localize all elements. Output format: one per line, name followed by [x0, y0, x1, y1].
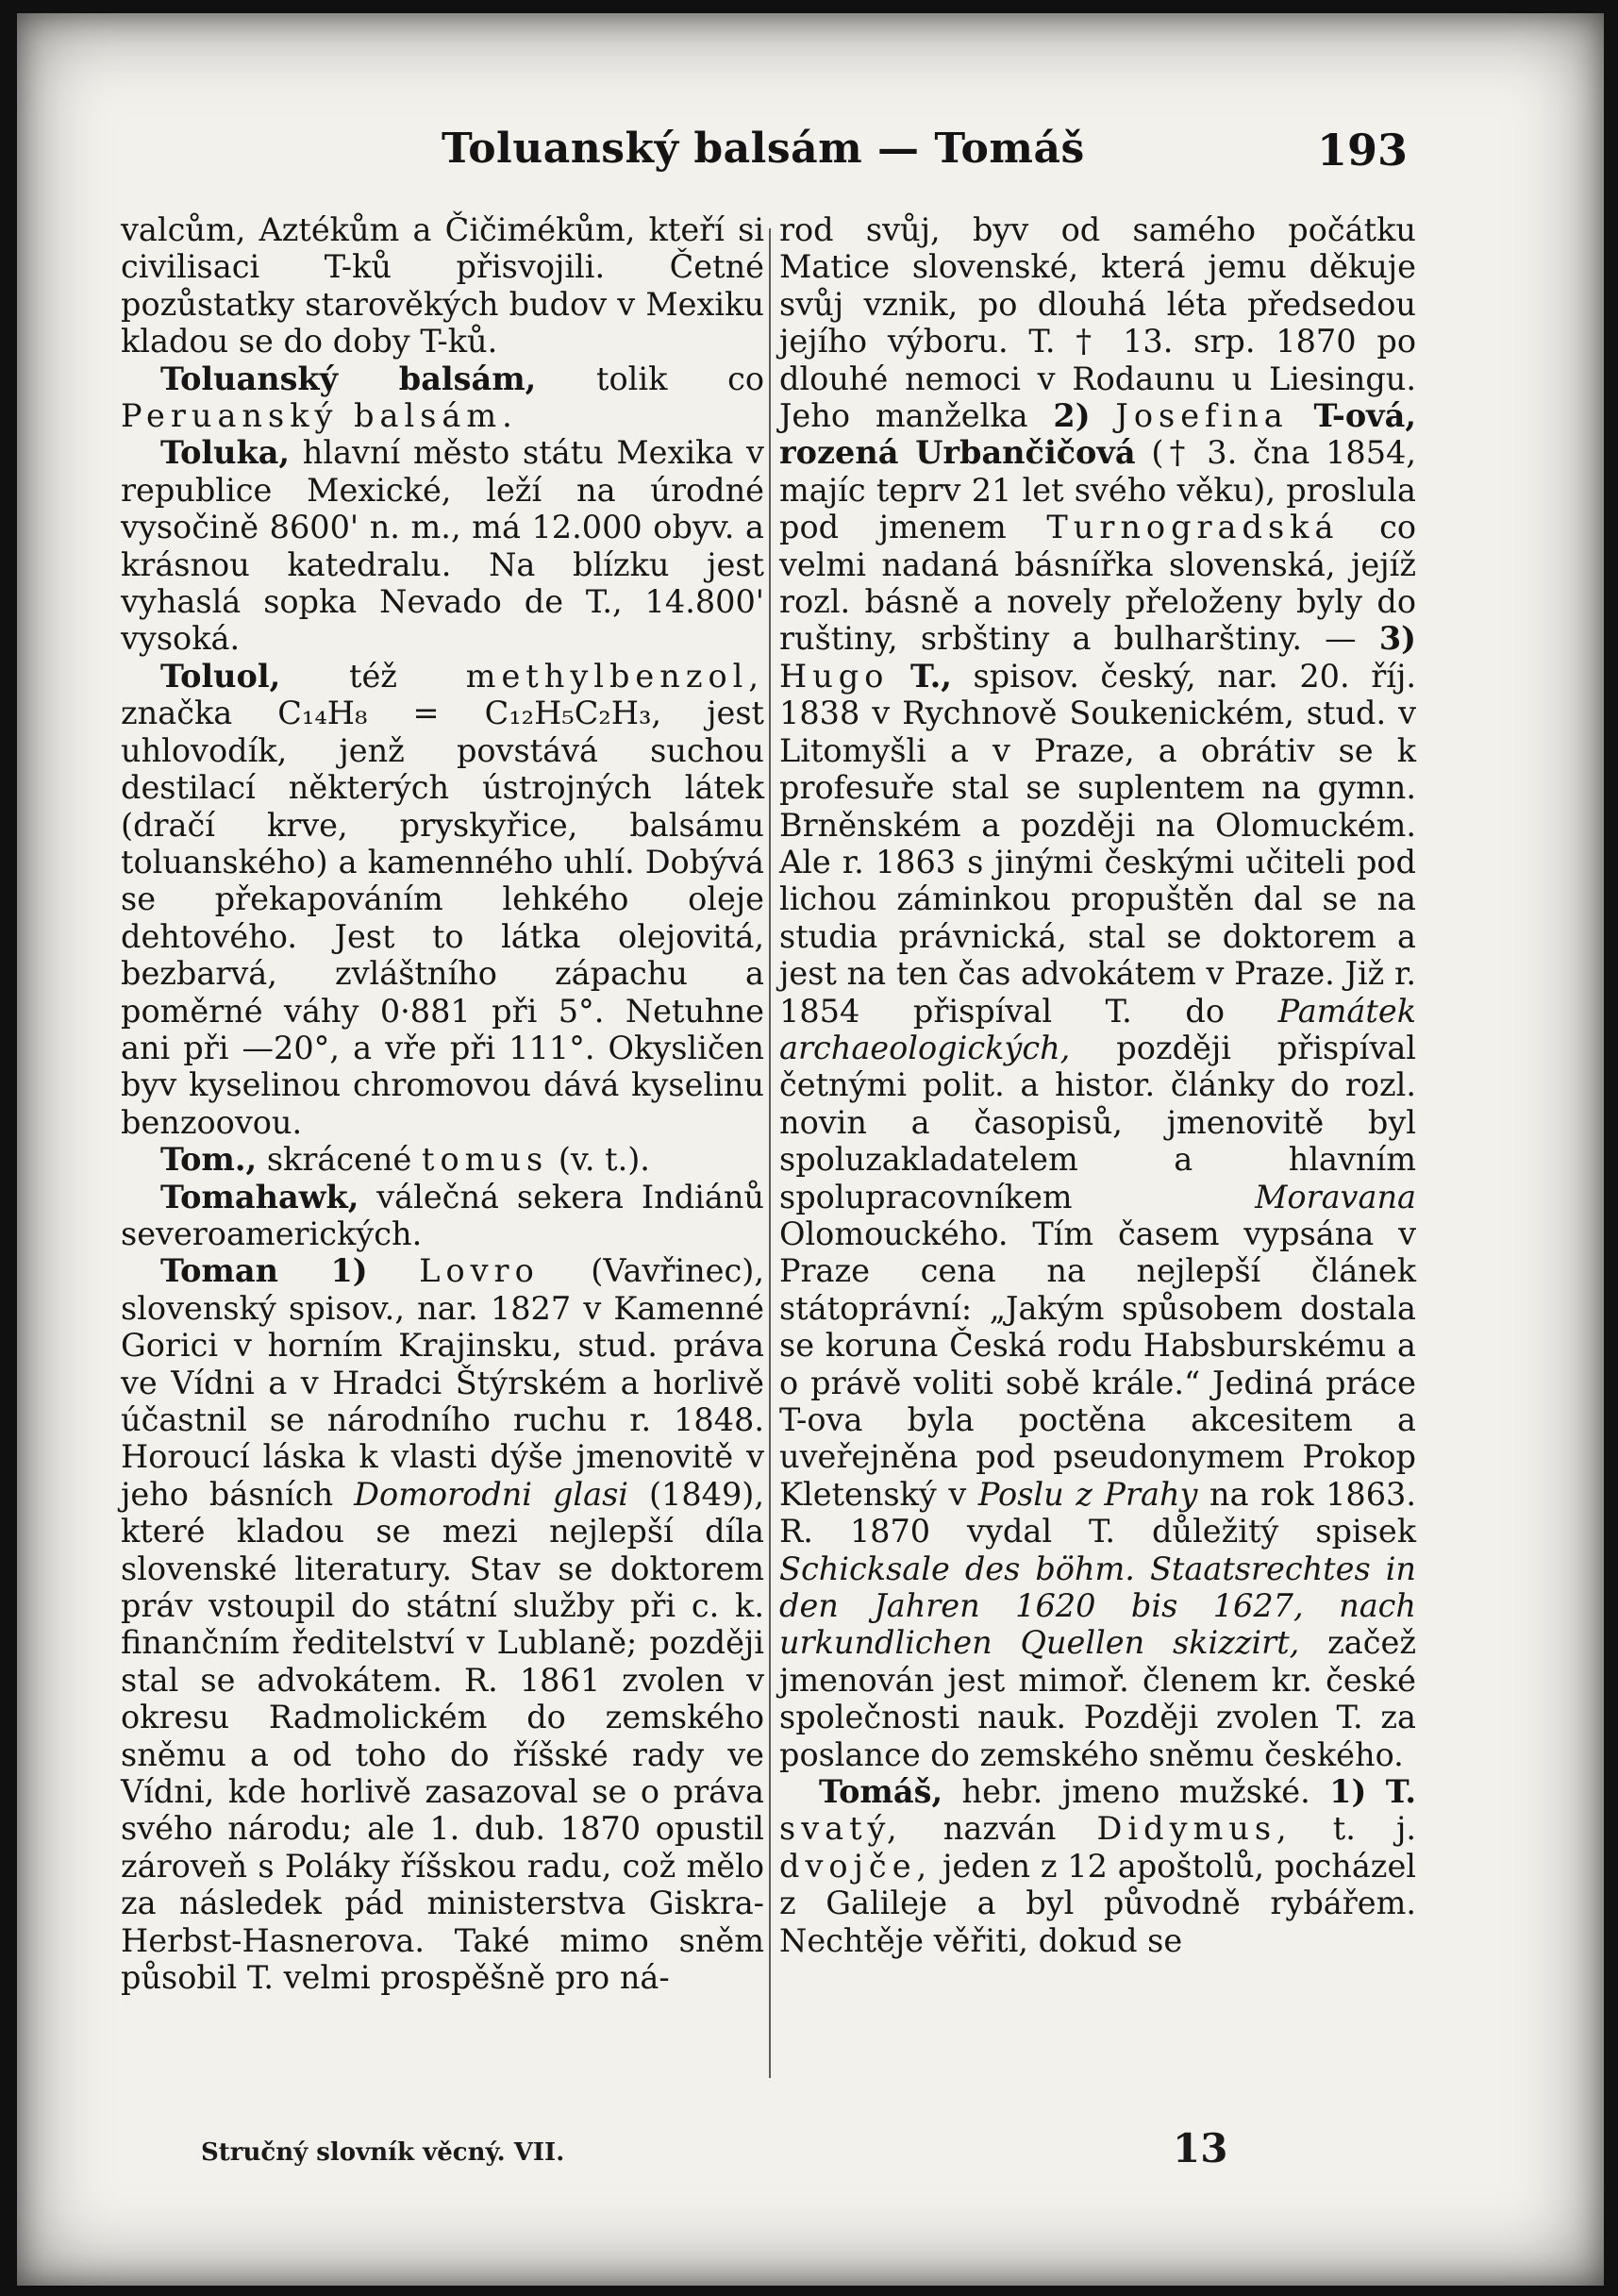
- entry-text: nazván: [942, 1810, 1057, 1848]
- running-header: [17, 125, 1604, 181]
- headword: Tomahawk,: [160, 1178, 359, 1215]
- alias: dvojče,: [779, 1847, 933, 1885]
- headword: Toluanský balsám,: [160, 360, 537, 397]
- sheet-number: 13: [1173, 2125, 1228, 2171]
- headword: T-ová, rozená Urbančičová: [779, 397, 1416, 472]
- entry-continuation: [779, 211, 1416, 1773]
- entry-text: značka C₁₄H₈ = C₁₂H₅C₂H₃, jest uhlovodík, jenž povstává suchou destilací některých ústrojných látek (dračí krve, pryskyřice, balsámu toluanského) a kamenného uhlí. Dobývá se překapováním lehkého oleje dehtového. Jest to látka olejovitá, bezbarvá, zvláštního zápachu a poměrné váhy 0·881 při 5°. Netuhne ani při —20°, a vře při 111°. Okysličen byv kyselinou chromovou dává kyselinu benzoovou.: [121, 695, 764, 1141]
- cross-reference: tomus: [421, 1141, 549, 1179]
- entry-text: též: [349, 657, 397, 695]
- sub-number: 2): [1053, 397, 1091, 435]
- right-column: [779, 211, 1416, 1959]
- headword: T.: [1385, 1773, 1417, 1811]
- alias: Didymus,: [1096, 1810, 1293, 1848]
- cross-reference: Peruanský balsám.: [121, 397, 518, 435]
- entry-text: co velmi nadaná básnířka slovenská, jejíž rozl. básně a novely přeloženy byly do ruštiny, srbštiny a bulharštiny. —: [779, 509, 1416, 658]
- entry-toluol: [121, 658, 764, 1141]
- entry-text: hebr. jmeno mužské.: [961, 1773, 1310, 1811]
- entry-tom: [121, 1141, 764, 1178]
- entry-text: válečná sekera Indiánů severoamerických.: [121, 1178, 764, 1252]
- entry-text: později přispíval četnými polit. a histor. články do rozl. novin a časopisů, jmenovitě byl spoluzakladatelem a hlavním spolupracovníkem: [779, 1029, 1417, 1215]
- entry-text: tolik co: [596, 360, 764, 397]
- work-title: Domorodni glasi: [354, 1475, 628, 1513]
- running-title: Toluanský balsám — Tomáš: [442, 125, 1085, 173]
- entry-toluansky-balsam: [121, 360, 764, 435]
- headword: Tomáš,: [819, 1773, 943, 1811]
- left-column: [121, 211, 764, 1997]
- sub-number: 1): [1329, 1773, 1367, 1811]
- entry-text: jeden z 12 apoštolů, pocházel z Galileje a byl původně rybářem. Nechtěje věřiti, dokud se: [779, 1847, 1416, 1959]
- paragraph: valcům, Aztékům a Čičimékům, kteří si civilisaci T-ků přisvojili. Četné pozůstatky starověkých budov v Mexiku kladou se do doby T-ků.: [121, 211, 764, 360]
- person-name: Lovro: [419, 1252, 540, 1290]
- headword: Tom.,: [160, 1141, 258, 1179]
- page: [17, 13, 1604, 2286]
- person-name: Josefina: [1115, 397, 1289, 435]
- entry-text: († 3. čna 1854, majíc teprv 21 let svého věku), proslula pod jmenem: [779, 434, 1417, 546]
- work-title: Moravana: [1255, 1178, 1416, 1215]
- entry-tomahawk: [121, 1179, 764, 1253]
- headword: Toluka,: [160, 434, 291, 472]
- column-rule: [769, 228, 771, 2078]
- entry-text: rod svůj, byv od samého počátku Matice slovenské, která jemu děkuje svůj vznik, po dlouhá léta předsedou jejího výboru. T. † 13. srp. 1870 po dlouhé nemoci v Rodaunu u Liesingu. Jeho manželka: [779, 211, 1416, 435]
- entry-text: t. j.: [1332, 1810, 1416, 1848]
- footer-signature: Stručný slovník věcný. VII.: [201, 2138, 565, 2167]
- entry-text: skrácené: [266, 1141, 412, 1179]
- sub-number: 3): [1378, 620, 1417, 658]
- entry-text: hlavní město státu Mexika v republice Mexické, leží na úrodné vysočině 8600' n. m., má 12.000 obyv. a krásnou katedralu. Na blízku jest vyhaslá sopka Nevado de T., 14.800' vysoká.: [121, 434, 764, 658]
- entry-text: Olomouckého. Tím časem vypsána v Praze cena na nejlepší článek státoprávní: „Jakým spůsobem dostala se koruna Česká rodu Habsburskému a o právě voliti sobě krále.“ Jediná práce T-ova byla poctěna akcesitem a uveřejněna pod pseudonymem Prokop Kletenský v: [779, 1215, 1416, 1513]
- work-title: Poslu z Prahy: [977, 1475, 1198, 1513]
- person-name: Hugo: [779, 657, 890, 695]
- entry-text: spisov. český, nar. 20. říj. 1838 v Rychnově Soukenickém, stud. v Litomyšli a v Praze, a obrátiv se k profesuře stal se suplentem na gymn. Brněnském a později na Olomuckém. Ale r. 1863 s jinými českými učiteli pod lichou záminkou propuštěn dal se na studia právnická, stal se doktorem a jest na ten čas advokátem v Praze. Již r. 1854 přispíval T. do: [779, 657, 1416, 1030]
- entry-text: na rok 1863. R. 1870 vydal T. důležitý spisek: [779, 1475, 1417, 1550]
- synonym: methylbenzol,: [465, 657, 765, 695]
- entry-toluka: [121, 434, 764, 657]
- headword: Toman 1): [160, 1252, 368, 1290]
- work-title: Památek archaeologických,: [779, 992, 1416, 1066]
- entry-text: (1849), které kladou se mezi nejlepší díla slovenské literatury. Stav se doktorem práv vstoupil do státní služby při c. k. finančním ředitelství v Lublaně; později stal se advokátem. R. 1861 zvolen v okresu Radmolickém do zemského sněmu a od toho do říšské rady ve Vídni, kde horlivě zasazoval se o práva svého národu; ale 1. dub. 1870 opustil zároveň s Poláky říšskou radu, což mělo za následek pád ministerstva Giskra-Herbst-Hasnerova. Také mimo sněm působil T. velmi prospěšně pro ná-: [121, 1475, 765, 1997]
- entry-text: (v. t.).: [558, 1141, 650, 1179]
- work-title: Schicksale des böhm. Staatsrechtes in den Jahren 1620 bis 1627, nach urkundlichen Quellen skizzirt,: [779, 1550, 1416, 1662]
- headword: Toluol,: [160, 657, 281, 695]
- person-name: svatý,: [779, 1810, 903, 1848]
- entry-text: (Vavřinec), slovenský spisov., nar. 1827 v Kamenné Gorici v horním Krajinsku, stud. práva ve Vídni a v Hradci Štýrském a horlivě účastnil se národního ruchu r. 1848. Horoucí láska k vlasti dýše jmenovitě v jeho básních: [121, 1252, 764, 1513]
- entry-toman: [121, 1252, 764, 1996]
- alias: Turnogradská: [1046, 509, 1340, 546]
- page-number: 193: [1316, 125, 1408, 176]
- entry-text: začež jmenován jest mimoř. členem kr. české společnosti nauk. Později zvolen T. za poslance do zemského sněmu českého.: [779, 1624, 1416, 1773]
- headword: T.,: [910, 657, 952, 695]
- entry-tomas: [779, 1773, 1416, 1959]
